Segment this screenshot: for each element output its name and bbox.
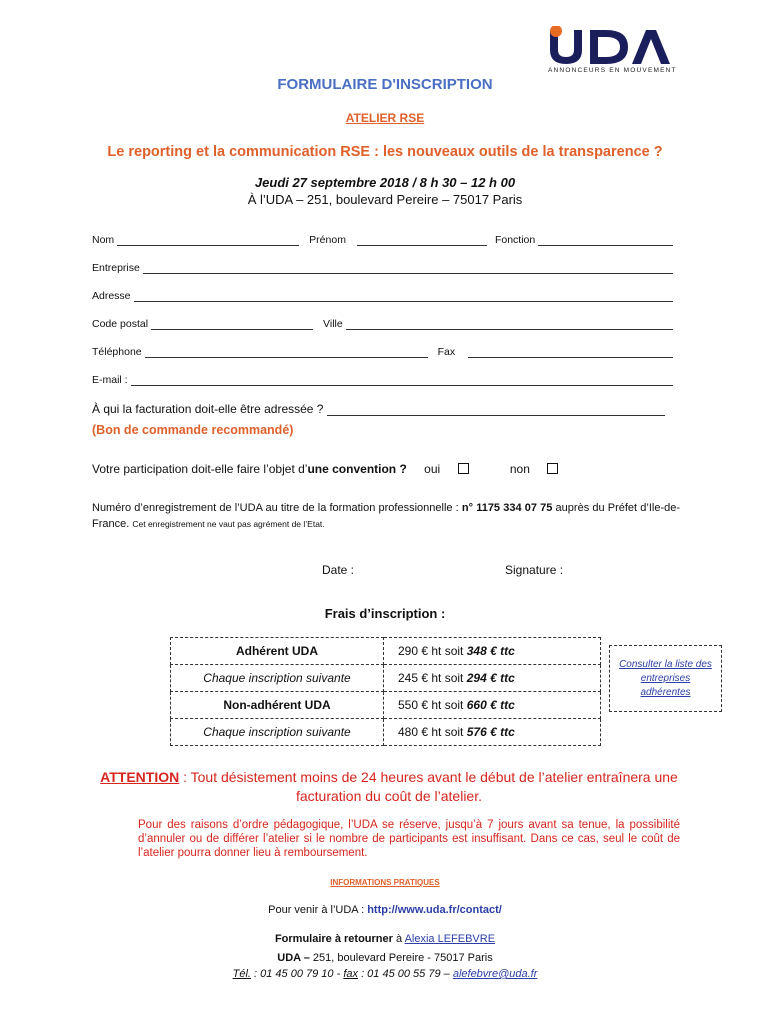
contact-phones bbox=[0, 968, 770, 980]
logo-tagline: ANNONCEURS EN MOUVEMENT bbox=[548, 67, 677, 74]
info-heading: INFORMATIONS PRATIQUES bbox=[330, 878, 440, 887]
row-ville bbox=[92, 312, 673, 330]
contact-url-link[interactable]: http://www.uda.fr/contact/ bbox=[367, 904, 502, 916]
facturation-label: À qui la facturation doit-elle être adressée ? bbox=[92, 402, 324, 416]
signature-label: Signature : bbox=[505, 563, 564, 577]
row-identity bbox=[92, 228, 673, 246]
atelier-heading: ATELIER RSE bbox=[345, 111, 425, 125]
event-subject: Le reporting et la communication RSE : les nouveaux outils de la transparence ? bbox=[107, 144, 663, 160]
uda-logo-mark bbox=[548, 26, 683, 66]
row-entreprise bbox=[92, 256, 673, 274]
row-adresse bbox=[92, 284, 673, 302]
uda-logo bbox=[548, 26, 683, 74]
non-label: non bbox=[509, 462, 530, 476]
fee-price: 290 € ht soit 348 € ttc bbox=[384, 638, 601, 665]
fee-label: Chaque inscription suivante bbox=[171, 719, 384, 746]
date-label: Date : bbox=[322, 563, 355, 577]
table-row bbox=[171, 665, 601, 692]
fee-label: Adhérent UDA bbox=[171, 638, 384, 665]
tel-label: Tél. bbox=[232, 968, 251, 980]
ville-label: Ville bbox=[323, 318, 343, 330]
telephone-label: Téléphone bbox=[92, 346, 142, 358]
consult-members-link[interactable]: Consulter la liste des entreprises adhérentes bbox=[609, 645, 722, 712]
tel-number: : 01 45 00 79 10 - bbox=[250, 968, 344, 980]
attention-notice bbox=[92, 768, 686, 806]
email-field[interactable] bbox=[131, 374, 673, 386]
fee-label: Non-adhérent UDA bbox=[171, 692, 384, 719]
row-email bbox=[92, 368, 673, 386]
fax-number: : 01 45 00 55 79 – bbox=[358, 968, 453, 980]
fax-label-footer: fax bbox=[343, 968, 359, 980]
enregistrement-text: Numéro d’enregistrement de l’UDA au titre de la formation professionnelle : bbox=[92, 502, 462, 514]
fees-table bbox=[170, 637, 601, 746]
convention-question bbox=[92, 462, 558, 476]
directions-line bbox=[0, 904, 770, 916]
email-label: E-mail : bbox=[92, 374, 128, 386]
ville-field[interactable] bbox=[346, 318, 673, 330]
code-postal-field[interactable] bbox=[151, 318, 313, 330]
return-connector: à bbox=[392, 933, 405, 945]
bon-commande-note: (Bon de commande recommandé) bbox=[92, 423, 294, 437]
table-row bbox=[171, 692, 601, 719]
cancellation-paragraph: Pour des raisons d’ordre pédagogique, l’UDA se réserve, jusqu’à 7 jours avant sa tenue, la possibilité d’annuler ou de différer l’atelier si le nombre de participants est insuffisant. Dans ce cas, seul le coût de l’atelier pourra donner lieu à remboursement. bbox=[138, 819, 680, 859]
fee-price: 550 € ht soit 660 € ttc bbox=[384, 692, 601, 719]
table-row bbox=[171, 719, 601, 746]
entreprise-field[interactable] bbox=[143, 262, 673, 274]
oui-checkbox[interactable] bbox=[458, 463, 469, 474]
contact-name-link[interactable]: Alexia LEFEBVRE bbox=[404, 933, 496, 945]
event-date: Jeudi 27 septembre 2018 / 8 h 30 – 12 h 00 bbox=[254, 175, 516, 190]
event-place: À l’UDA – 251, boulevard Pereire – 75017 Paris bbox=[247, 192, 523, 207]
uda-address bbox=[0, 952, 770, 964]
return-label: Formulaire à retourner bbox=[274, 933, 393, 945]
return-line bbox=[0, 933, 770, 945]
row-telephone bbox=[92, 340, 673, 358]
fonction-field[interactable] bbox=[538, 234, 673, 246]
directions-label: Pour venir à l’UDA : bbox=[268, 904, 368, 916]
convention-label-bold: une convention ? bbox=[307, 462, 407, 476]
uda-label: UDA – bbox=[277, 952, 310, 964]
facturation-field[interactable] bbox=[327, 404, 665, 416]
convention-label: Votre participation doit-elle faire l’objet d’ bbox=[92, 462, 308, 476]
oui-label: oui bbox=[424, 462, 441, 476]
enregistrement-text-2: auprès du Préfet d’Ile-de-France. bbox=[92, 502, 681, 530]
fee-price: 245 € ht soit 294 € ttc bbox=[384, 665, 601, 692]
form-title: FORMULAIRE D'INSCRIPTION bbox=[277, 76, 493, 93]
fonction-label: Fonction bbox=[494, 234, 536, 246]
prenom-field[interactable] bbox=[357, 234, 487, 246]
code-postal-label: Code postal bbox=[92, 318, 149, 330]
enregistrement-note: Cet enregistrement ne vaut pas agrément de l’Etat. bbox=[132, 519, 325, 529]
fax-label: Fax bbox=[437, 346, 456, 358]
telephone-field[interactable] bbox=[145, 346, 428, 358]
fax-field[interactable] bbox=[468, 346, 673, 358]
fee-label: Chaque inscription suivante bbox=[171, 665, 384, 692]
facturation-row bbox=[92, 402, 673, 416]
nom-field[interactable] bbox=[117, 234, 299, 246]
entreprise-label: Entreprise bbox=[92, 262, 140, 274]
fee-price: 480 € ht soit 576 € ttc bbox=[384, 719, 601, 746]
uda-address-text: 251, boulevard Pereire - 75017 Paris bbox=[309, 952, 493, 964]
nom-label: Nom bbox=[92, 234, 115, 246]
adresse-label: Adresse bbox=[92, 290, 131, 302]
non-checkbox[interactable] bbox=[547, 463, 558, 474]
attention-label: ATTENTION bbox=[100, 769, 180, 785]
enregistrement-paragraph bbox=[92, 500, 680, 532]
frais-title: Frais d’inscription : bbox=[324, 606, 446, 621]
adresse-field[interactable] bbox=[134, 290, 673, 302]
attention-text: : Tout désistement moins de 24 heures avant le début de l’atelier entraînera une facturation du coût de l’atelier. bbox=[179, 769, 678, 804]
prenom-label: Prénom bbox=[309, 234, 346, 246]
enregistrement-number: n° 1175 334 07 75 bbox=[461, 502, 553, 514]
table-row bbox=[171, 638, 601, 665]
email-link[interactable]: alefebvre@uda.fr bbox=[452, 968, 538, 980]
